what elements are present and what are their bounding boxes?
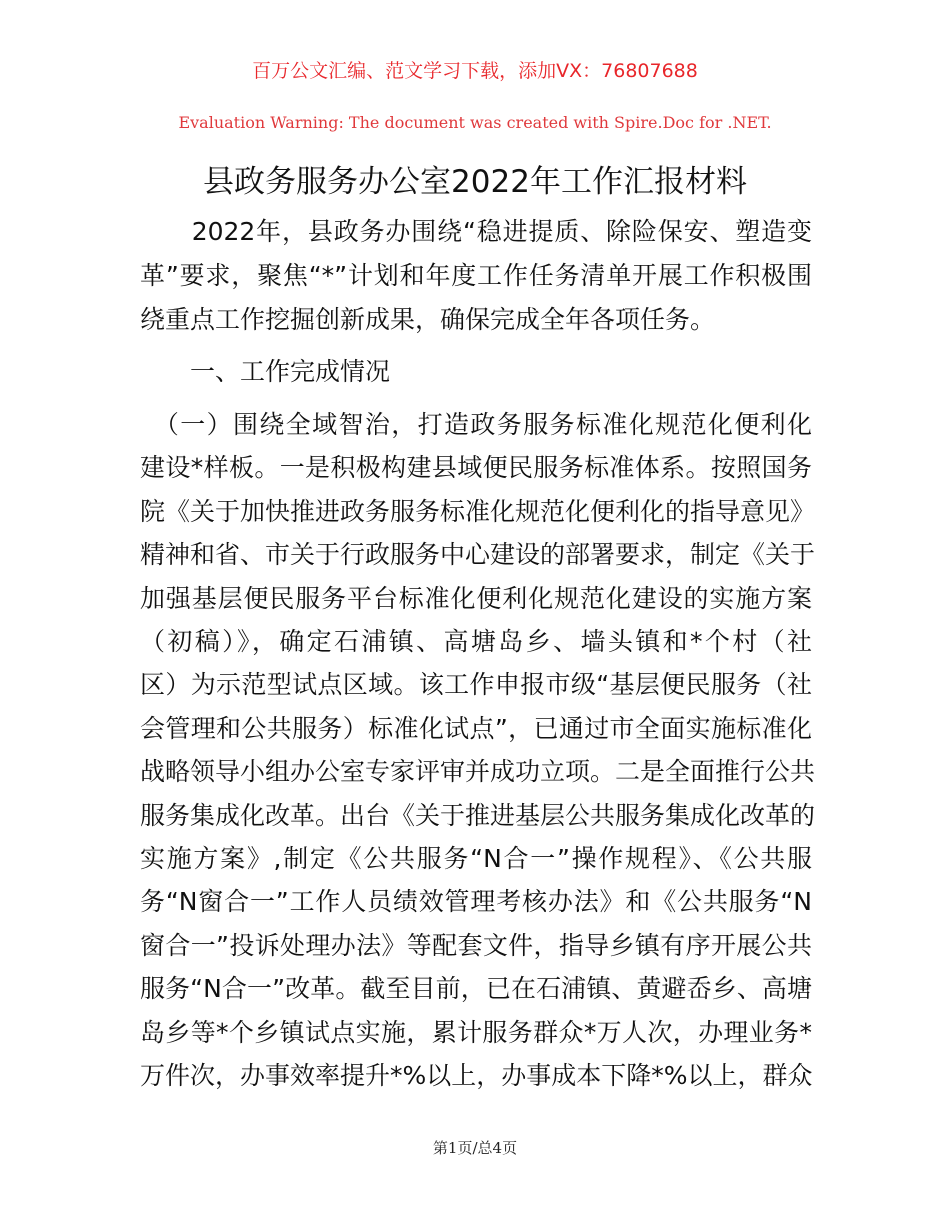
text-line: 区）为示范型试点区域。该工作申报市级“基层便民服务（社 — [140, 670, 812, 700]
evaluation-warning: Evaluation Warning: The document was created with Spire.Doc for .NET. — [178, 113, 772, 132]
text-line: 院《关于加快推进政务服务标准化规范化便利化的指导意见》 — [140, 496, 816, 526]
text-line: 实施方案》,制定《公共服务“N合一”操作规程》、《公共服 — [140, 844, 812, 873]
text-line: （初稿）》，确定石浦镇、高塘岛乡、墙头镇和*个村（社 — [140, 627, 812, 656]
text-line: 窗合一”投诉处理办法》等配套文件，指导乡镇有序开展公共 — [140, 930, 812, 960]
text-line: 战略领导小组办公室专家评审并成功立项。二是全面推行公共 — [140, 757, 816, 787]
section-heading: 一、工作完成情况 — [140, 357, 391, 386]
promo-banner: 百万公文汇编、范文学习下载，添加VX：76807688 — [252, 60, 698, 82]
page-footer: 第1页/总4页 — [432, 1139, 518, 1157]
text-line: 建设*样板。一是积极构建县域便民服务标准体系。按照国务 — [140, 453, 812, 483]
text-line: 2022年，县政务办围绕“稳进提质、除险保安、塑造变 — [140, 217, 812, 246]
text-line: 服务集成化改革。出台《关于推进基层公共服务集成化改革的 — [140, 800, 816, 830]
text-line: （一）围绕全域智治，打造政务服务标准化规范化便利化 — [140, 410, 812, 439]
document-title: 县政务服务办公室2022年工作汇报材料 — [203, 164, 747, 200]
text-line: 服务“N合一”改革。截至目前，已在石浦镇、黄避岙乡、高塘 — [140, 974, 812, 1004]
text-line: 加强基层便民服务平台标准化便利化规范化建设的实施方案 — [140, 583, 812, 613]
text-line: 务“N窗合一”工作人员绩效管理考核办法》和《公共服务“N — [140, 887, 812, 917]
text-line: 岛乡等*个乡镇试点实施，累计服务群众*万人次，办理业务* — [140, 1017, 812, 1047]
text-line: 绕重点工作挖掘创新成果，确保完成全年各项任务。 — [140, 305, 716, 334]
text-line: 精神和省、市关于行政服务中心建设的部署要求，制定《关于 — [140, 540, 816, 570]
text-line: 万件次，办事效率提升*%以上，办事成本下降*%以上，群众 — [140, 1061, 813, 1090]
text-line: 会管理和公共服务）标准化试点”，已通过市全面实施标准化 — [140, 713, 812, 743]
text-line: 革”要求，聚焦“*”计划和年度工作任务清单开展工作积极围 — [140, 261, 812, 290]
